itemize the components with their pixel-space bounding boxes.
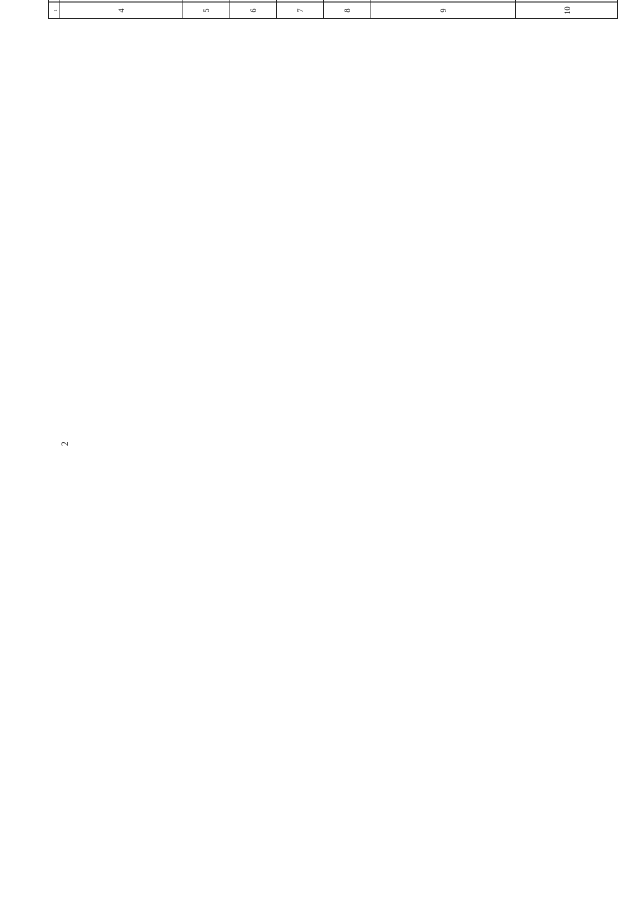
- row-number: 8: [343, 8, 353, 13]
- row-number: 10: [562, 6, 572, 15]
- row-number: 9: [439, 8, 449, 13]
- row-number: 6: [248, 8, 258, 13]
- row-number: 4: [117, 8, 127, 13]
- row-number: 7: [296, 8, 306, 13]
- settlements-table: [48, 6, 618, 887]
- table-border: [49, 0, 618, 19]
- page-number: 2: [60, 441, 70, 446]
- row-number: 5: [201, 8, 211, 13]
- column-number: 1: [52, 9, 58, 12]
- rotated-table-area: [48, 6, 618, 887]
